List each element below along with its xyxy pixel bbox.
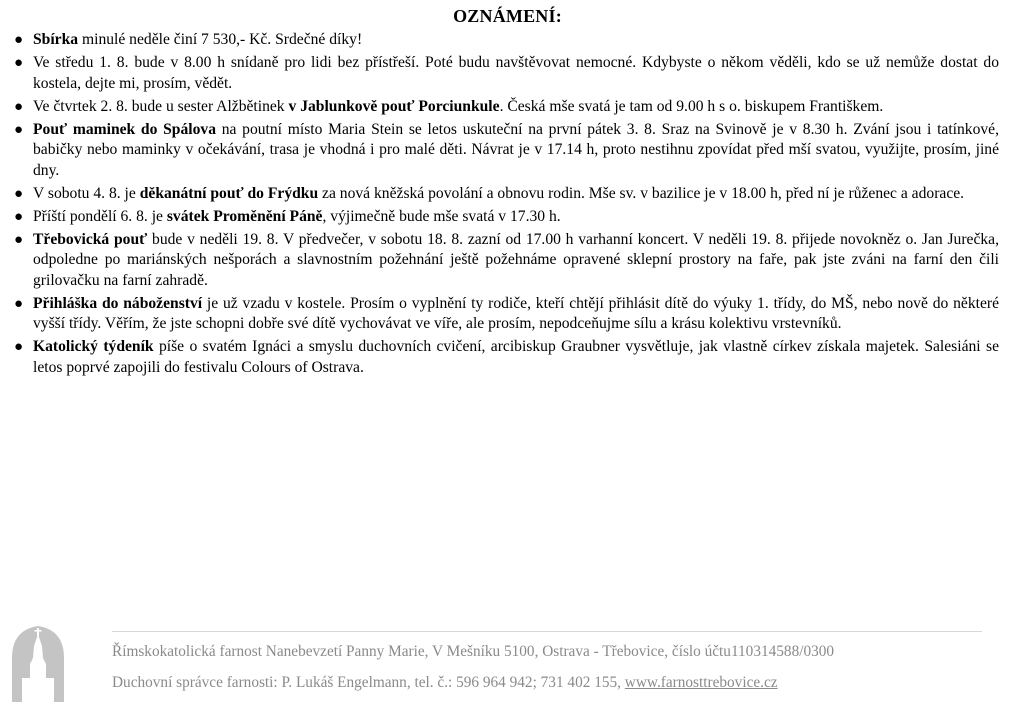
announcement-highlight: Pouť maminek do Spálova bbox=[33, 120, 216, 138]
announcement-item bbox=[14, 207, 999, 228]
bullet-icon: ● bbox=[14, 32, 24, 48]
website-link[interactable]: www.farnosttrebovice.cz bbox=[624, 674, 778, 691]
announcement-item bbox=[14, 230, 999, 292]
bullet-icon: ● bbox=[14, 339, 24, 355]
church-logo-icon bbox=[12, 624, 64, 702]
announcement-highlight: děkanátní pouť do Frýdku bbox=[139, 184, 319, 202]
announcement-text: za nová kněžská povolání a obnovu rodin. Mše sv. v bazilice je v 18.00 h, před ní je růženec a adorace. bbox=[318, 184, 965, 202]
bullet-icon: ● bbox=[14, 185, 24, 202]
footer-contact bbox=[112, 674, 982, 692]
bullet-icon: ● bbox=[14, 295, 24, 312]
announcement-highlight: Třebovická pouť bbox=[33, 230, 148, 248]
announcement-text: na poutní místo Maria Stein se letos uskuteční na první pátek 3. 8. Sraz na Svinově je v 8.30 h. Zvání jsou i tatínkové, babičky nebo maminky v očekávání, trasa je vhodná i pro malé děti. Návrat je v 17.14 h, proto nestihnu zpovídat před mší svatou, využijte, prosím, jiné dny. bbox=[33, 120, 1000, 179]
announcement-highlight: Sbírka bbox=[33, 31, 79, 48]
announcement-list bbox=[14, 30, 999, 381]
bullet-icon: ● bbox=[14, 231, 24, 248]
page-title: OZNÁMENÍ: bbox=[453, 6, 562, 26]
announcement-item bbox=[14, 30, 999, 51]
footer-divider bbox=[112, 631, 982, 632]
announcement-highlight: v Jablunkově pouť Porciunkule bbox=[288, 97, 500, 115]
announcement-item bbox=[14, 184, 999, 205]
footer-contact-text: Duchovní správce farnosti: P. Lukáš Engelmann, tel. č.: 596 964 942; 731 402 155, bbox=[112, 674, 621, 691]
footer-address: Římskokatolická farnost Nanebevzetí Panny Marie, V Mešníku 5100, Ostrava - Třebovice, číslo účtu110314588/0300 bbox=[112, 643, 835, 660]
announcement-text: Ve čtvrtek 2. 8. bude u sester Alžbětinek bbox=[33, 97, 289, 115]
announcement-highlight: Katolický týdeník bbox=[33, 338, 154, 355]
announcement-text: minulé neděle činí 7 530,- Kč. Srdečné díky! bbox=[78, 31, 363, 48]
announcement-text: Příští pondělí 6. 8. je bbox=[33, 207, 167, 225]
announcement-highlight: svátek Proměnění Páně bbox=[166, 207, 323, 225]
bullet-icon: ● bbox=[14, 55, 24, 71]
announcement-text: . Česká mše svatá je tam od 9.00 h s o. biskupem Františkem. bbox=[499, 97, 884, 115]
bullet-icon: ● bbox=[14, 121, 24, 138]
announcement-highlight: Přihláška do náboženství bbox=[33, 294, 203, 312]
announcement-text: V sobotu 4. 8. je bbox=[33, 184, 140, 202]
bullet-icon: ● bbox=[14, 208, 24, 225]
announcement-item bbox=[14, 120, 999, 182]
announcement-text: , výjimečně bude mše svatá v 17.30 h. bbox=[322, 207, 561, 225]
announcement-text: je už vzadu v kostele. Prosím o vyplnění ty rodiče, kteří chtějí přihlásit dítě do výuky 1. třídy, do MŠ, nebo nově do některé vyšší třídy. Věřím, že jste schopni dobře své dítě vychovávat ve víře, ale prosím, nepodceňujme sílu a krásu kolektivu vrstevníků. bbox=[33, 294, 1000, 332]
announcement-item bbox=[14, 97, 999, 118]
announcement-item bbox=[14, 294, 999, 335]
announcement-item bbox=[14, 53, 999, 94]
announcement-text: píše o svatém Ignáci a smyslu duchovních cvičení, arcibiskup Graubner vysvětluje, jak vlastně církev získala majetek. Salesiáni se letos poprvé zapojili do festivalu Colours of Ostrava. bbox=[33, 338, 999, 376]
bullet-icon: ● bbox=[14, 98, 24, 115]
announcement-text: Ve středu 1. 8. bude v 8.00 h snídaně pro lidi bez přístřeší. Poté budu navštěvovat nemocné. Kdybyste o někom věděli, kdo se už nemůže dostat do kostela, dejte mi, prosím, vědět. bbox=[33, 54, 999, 92]
announcement-item bbox=[14, 337, 999, 378]
announcement-text: bude v neděli 19. 8. V předvečer, v sobotu 18. 8. zazní od 17.00 h varhanní koncert. V neděli 19. 8. přijede novokněz o. Jan Jurečka, odpoledne po mariánských nešporách a slavnostním požehnání ještě požehnáme opravené sklepní prostory na faře, pak jste zváni na farní den čili grilovačku na farní zahradě. bbox=[33, 230, 999, 289]
